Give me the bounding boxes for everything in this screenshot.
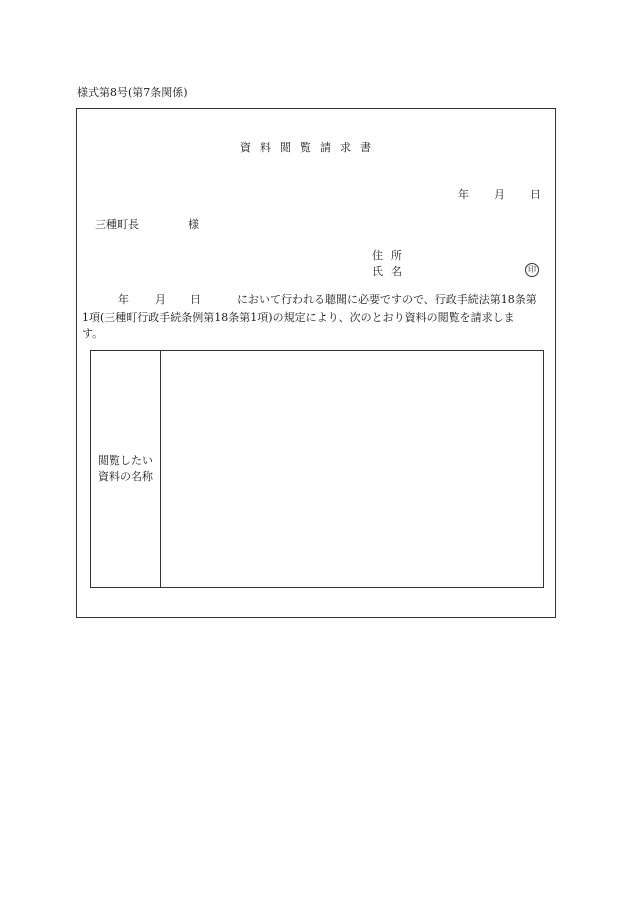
document-name-field[interactable]: [161, 351, 543, 587]
table-label-cell: [91, 351, 161, 587]
seal-icon: 印: [525, 263, 539, 277]
body-date-year: 年: [118, 293, 129, 306]
addressee: 三種町長: [95, 218, 139, 231]
date-day-label: 日: [530, 188, 541, 201]
date-year-label: 年: [458, 188, 469, 201]
addressee-honorific: 様: [188, 218, 199, 231]
date-month-label: 月: [494, 188, 505, 201]
body-text-line-2: 1項(三種町行政手続条例第18条第1項)の規定により、次のとおり資料の閲覧を請求しま: [82, 311, 515, 324]
body-date-month: 月: [155, 293, 166, 306]
table-label-line-2: 資料の名称: [98, 470, 153, 483]
request-table: [90, 350, 544, 588]
form-number-label: 様式第8号(第7条関係): [77, 86, 188, 99]
body-text-line-3: す。: [82, 327, 104, 340]
body-date-day: 日: [190, 293, 201, 306]
name-label: 氏名: [372, 265, 410, 278]
body-text-line-1: において行われる聴聞に必要ですので、行政手続法第18条第: [237, 293, 537, 306]
table-label-line-1: 閲覧したい: [98, 454, 153, 467]
document-title: 資料閲覧請求書: [240, 141, 380, 154]
address-label: 住所: [372, 249, 410, 262]
